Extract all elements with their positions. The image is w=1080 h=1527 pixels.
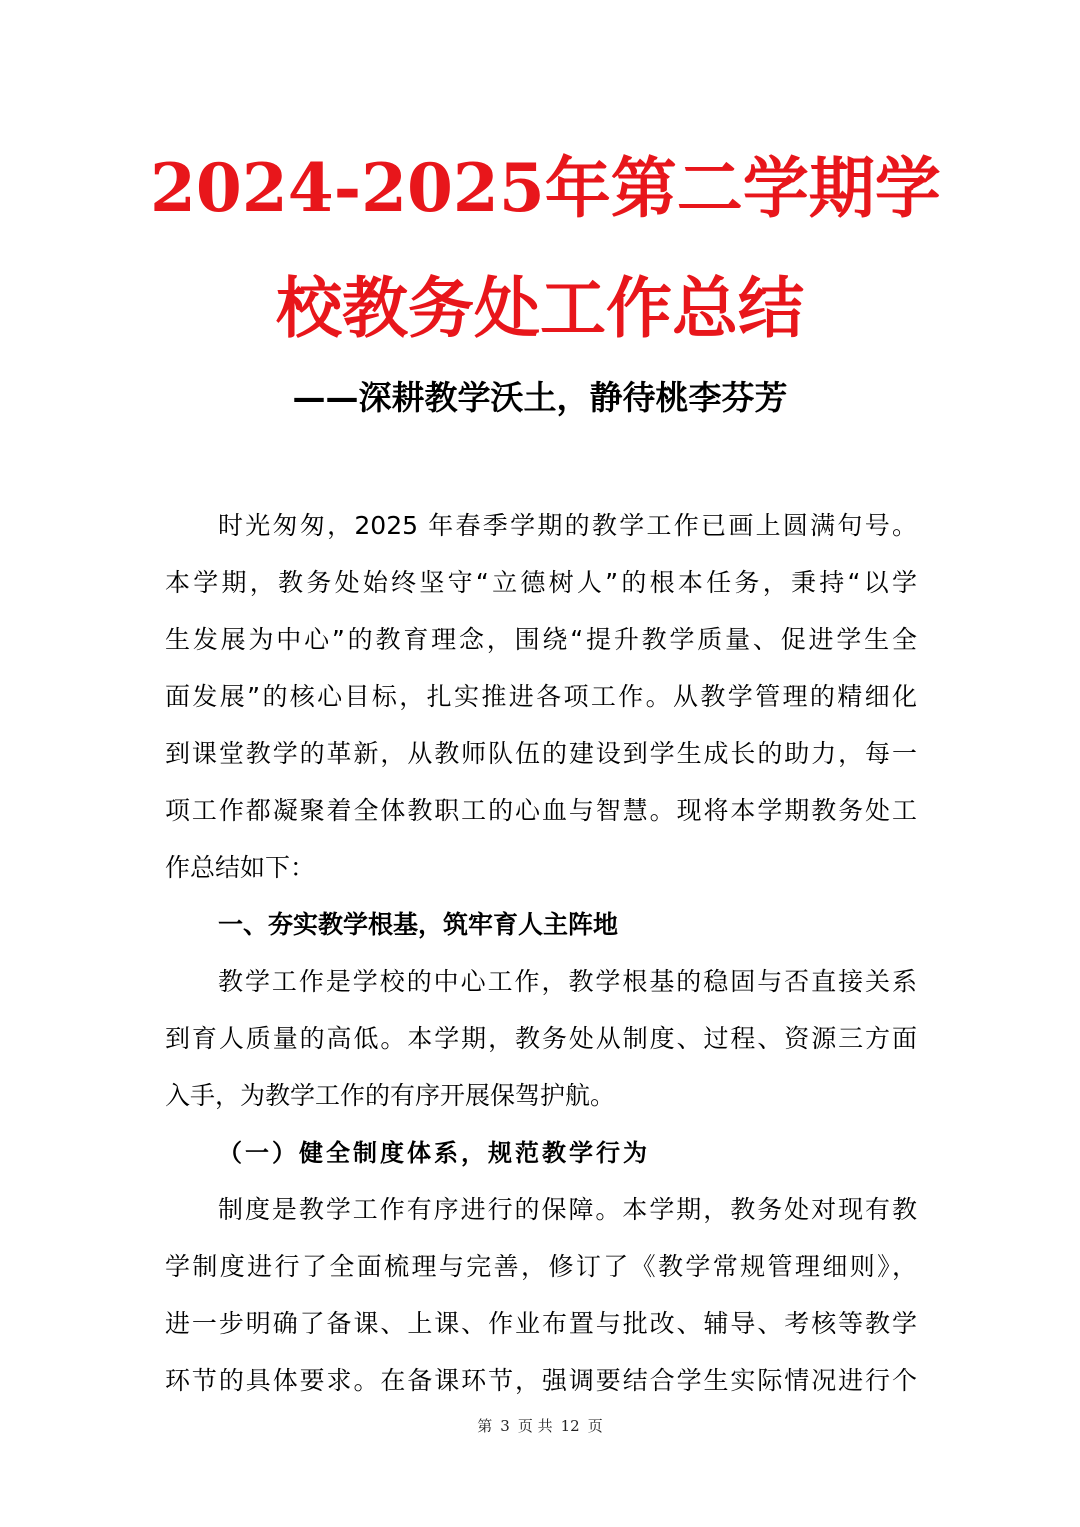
- footer-prefix: 第: [477, 1417, 493, 1435]
- body-line: 进一步明确了备课、上课、作业布置与批改、辅导、考核等教学: [165, 1309, 917, 1338]
- page-footer: [0, 1416, 1080, 1436]
- section-heading: 一、夯实教学根基，筑牢育人主阵地: [218, 910, 619, 939]
- body-line: 入手，为教学工作的有序开展保驾护航。: [165, 1081, 616, 1110]
- document-title-line-1: 2024-2025年第二学期学: [150, 149, 941, 227]
- body-line: 环节的具体要求。在备课环节，强调要结合学生实际情况进行个: [165, 1366, 917, 1395]
- footer-mid: 页 共: [517, 1417, 553, 1435]
- body-line: 本学期，教务处始终坚守“立德树人”的根本任务，秉持“以学: [165, 568, 917, 597]
- body-line: 项工作都凝聚着全体教职工的心血与智慧。现将本学期教务处工: [165, 796, 917, 825]
- body-line: 面发展”的核心目标，扎实推进各项工作。从教学管理的精细化: [165, 682, 917, 711]
- body-line: 到育人质量的高低。本学期，教务处从制度、过程、资源三方面: [165, 1024, 917, 1053]
- document-subtitle: ——深耕教学沃土，静待桃李芬芳: [292, 378, 788, 417]
- document-title-line-2: 校教务处工作总结: [276, 269, 804, 347]
- body-line: 时光匆匆，2025 年春季学期的教学工作已画上圆满句号。: [218, 511, 917, 540]
- total-pages-number: 12: [560, 1417, 580, 1435]
- body-line: 作总结如下：: [165, 853, 316, 882]
- body-line: 制度是教学工作有序进行的保障。本学期，教务处对现有教: [218, 1195, 917, 1224]
- body-line: 到课堂教学的革新，从教师队伍的建设到学生成长的助力，每一: [165, 739, 917, 768]
- body-line: 生发展为中心”的教育理念，围绕“提升教学质量、促进学生全: [165, 625, 917, 654]
- body-line: 教学工作是学校的中心工作，教学根基的稳固与否直接关系: [218, 967, 917, 996]
- body-line: 学制度进行了全面梳理与完善，修订了《教学常规管理细则》，: [165, 1252, 917, 1281]
- subsection-heading: （一）健全制度体系，规范教学行为: [218, 1138, 650, 1167]
- footer-suffix: 页: [587, 1417, 603, 1435]
- current-page-number: 3: [500, 1417, 510, 1435]
